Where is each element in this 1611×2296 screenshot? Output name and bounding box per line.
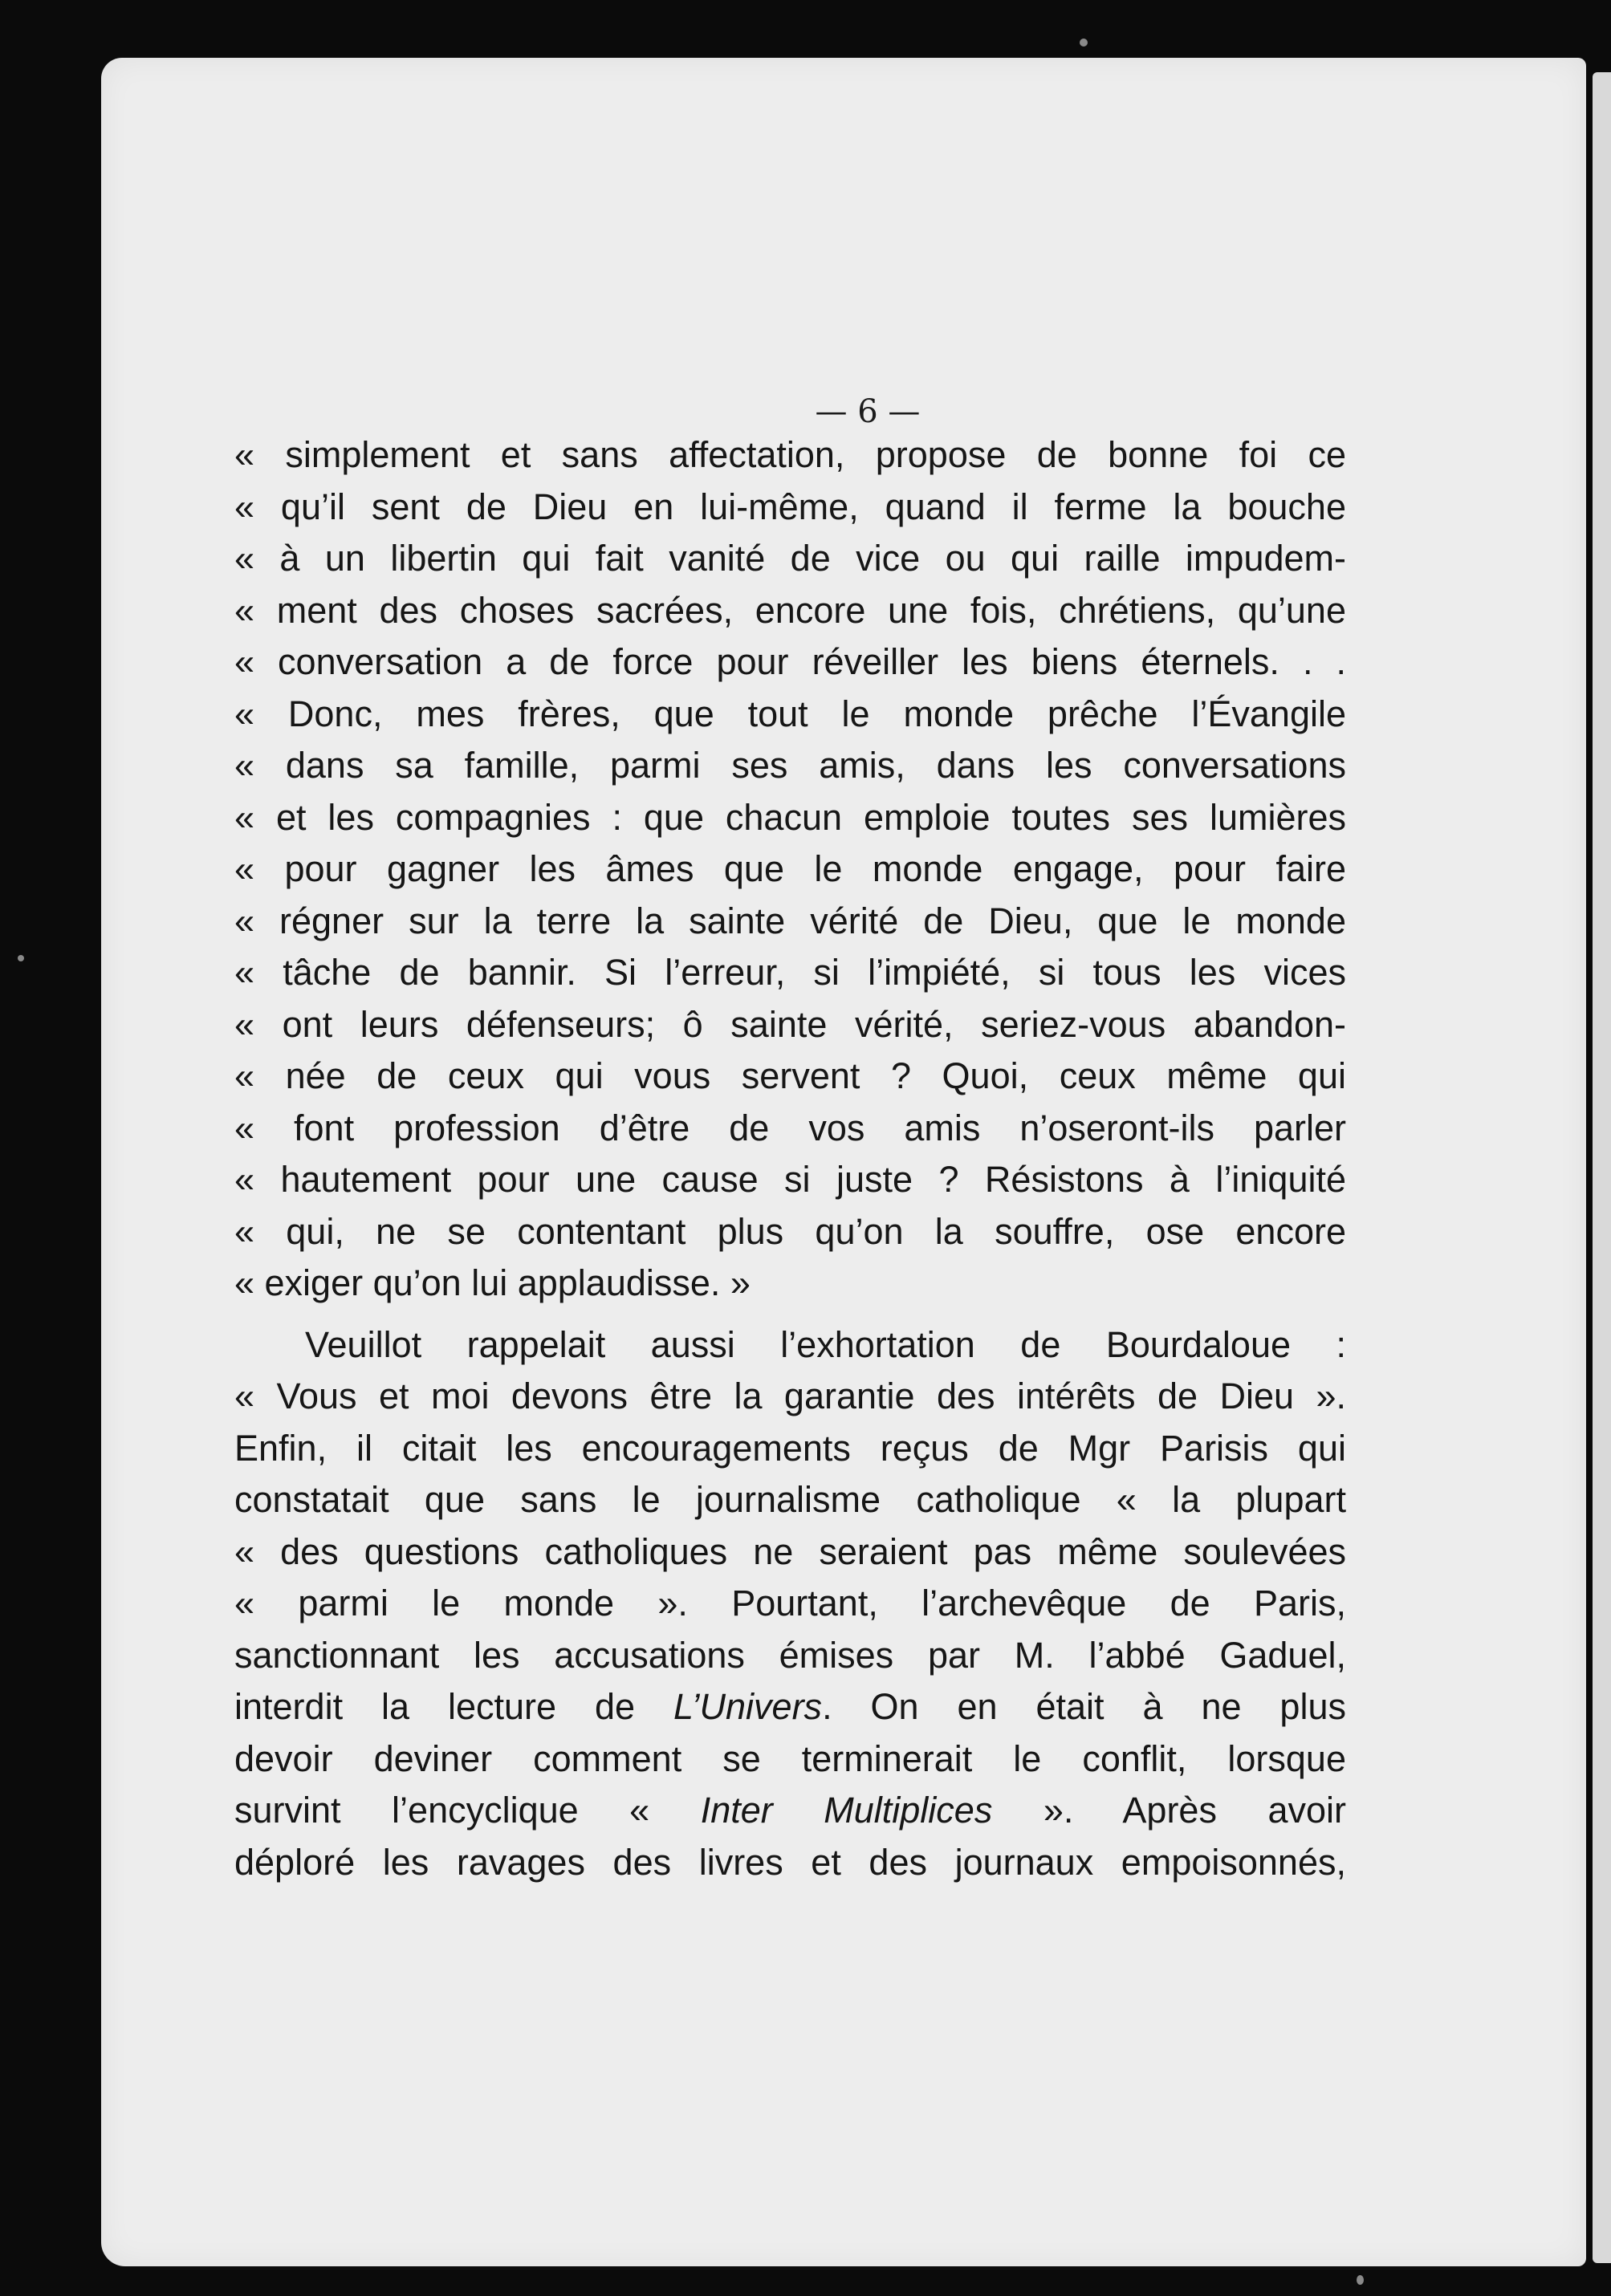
italic-title: Inter Multiplices bbox=[700, 1790, 993, 1831]
quote-line: « exiger qu’on lui applaudisse. » bbox=[234, 1262, 751, 1303]
quote-line: « et les compagnies : que chacun emploie toutes ses lumières bbox=[234, 796, 1346, 838]
scan-speck bbox=[18, 955, 24, 961]
paragraph-line: déploré les ravages des livres et des journaux empoisonnés, bbox=[234, 1841, 1346, 1883]
quote-line: « à un libertin qui fait vanité de vice ou qui raille impudem- bbox=[234, 538, 1346, 579]
quote-line: « dans sa famille, parmi ses amis, dans les conversations bbox=[234, 745, 1346, 786]
paragraph-line bbox=[234, 1785, 1346, 1837]
text-run: interdit la lecture de bbox=[234, 1686, 673, 1727]
quote-line: « hautement pour une cause si juste ? Résistons à l’iniquité bbox=[234, 1159, 1346, 1200]
quote-line: « régner sur la terre la sainte vérité de Dieu, que le monde bbox=[234, 900, 1346, 941]
italic-title: L’Univers bbox=[673, 1686, 823, 1727]
text-run: . On en était à ne plus bbox=[822, 1686, 1346, 1727]
paragraph-line: « des questions catholiques ne seraient pas même soulevées bbox=[234, 1530, 1346, 1572]
quote-line: « ment des choses sacrées, encore une fois, chrétiens, qu’une bbox=[234, 589, 1346, 631]
page-number: — 6 — bbox=[815, 393, 921, 430]
paragraph-line: constatait que sans le journalisme catholique « la plupart bbox=[234, 1479, 1346, 1520]
scan-speck bbox=[1080, 39, 1088, 47]
quote-line: « qu’il sent de Dieu en lui-même, quand il ferme la bouche bbox=[234, 486, 1346, 527]
quote-line: « conversation a de force pour réveiller les biens éternels. . . bbox=[234, 641, 1346, 682]
text-run: ». Après avoir bbox=[992, 1790, 1347, 1831]
quote-line: « tâche de bannir. Si l’erreur, si l’impiété, si tous les vices bbox=[234, 952, 1346, 993]
text-run: survint l’encyclique « bbox=[234, 1790, 701, 1831]
scan-speck bbox=[1357, 2275, 1364, 2285]
paragraph-line: « Vous et moi devons être la garantie des intérêts de Dieu ». bbox=[234, 1376, 1346, 1416]
paragraph-gap bbox=[234, 1310, 1346, 1319]
quote-line: « Donc, mes frères, que tout le monde prêche l’Évangile bbox=[234, 693, 1346, 734]
paragraph-line: « parmi le monde ». Pourtant, l’archevêque de Paris, bbox=[234, 1583, 1346, 1623]
quote-line: « pour gagner les âmes que le monde engage, pour faire bbox=[234, 848, 1346, 889]
quote-line: « née de ceux qui vous servent ? Quoi, ceux même qui bbox=[234, 1055, 1346, 1096]
paragraph-line: Veuillot rappelait aussi l’exhortation de Bourdaloue : bbox=[305, 1323, 1346, 1365]
quote-line: « qui, ne se contentant plus qu’on la souffre, ose encore bbox=[234, 1210, 1346, 1252]
paragraph-line bbox=[234, 1681, 1346, 1733]
page-body bbox=[234, 429, 1346, 1888]
paragraph-line: sanctionnant les accusations émises par M. l’abbé Gaduel, bbox=[234, 1634, 1346, 1676]
quote-line: « font profession d’être de vos amis n’oseront-ils parler bbox=[234, 1107, 1346, 1148]
adjacent-page-edge bbox=[1593, 72, 1611, 2263]
paragraph-line: devoir deviner comment se terminerait le conflit, lorsque bbox=[234, 1737, 1346, 1779]
paragraph-line: Enfin, il citait les encouragements reçus de Mgr Parisis qui bbox=[234, 1427, 1346, 1469]
quote-line: « simplement et sans affectation, propose de bonne foi ce bbox=[234, 434, 1346, 475]
quote-line: « ont leurs défenseurs; ô sainte vérité, seriez-vous abandon- bbox=[234, 1003, 1346, 1045]
